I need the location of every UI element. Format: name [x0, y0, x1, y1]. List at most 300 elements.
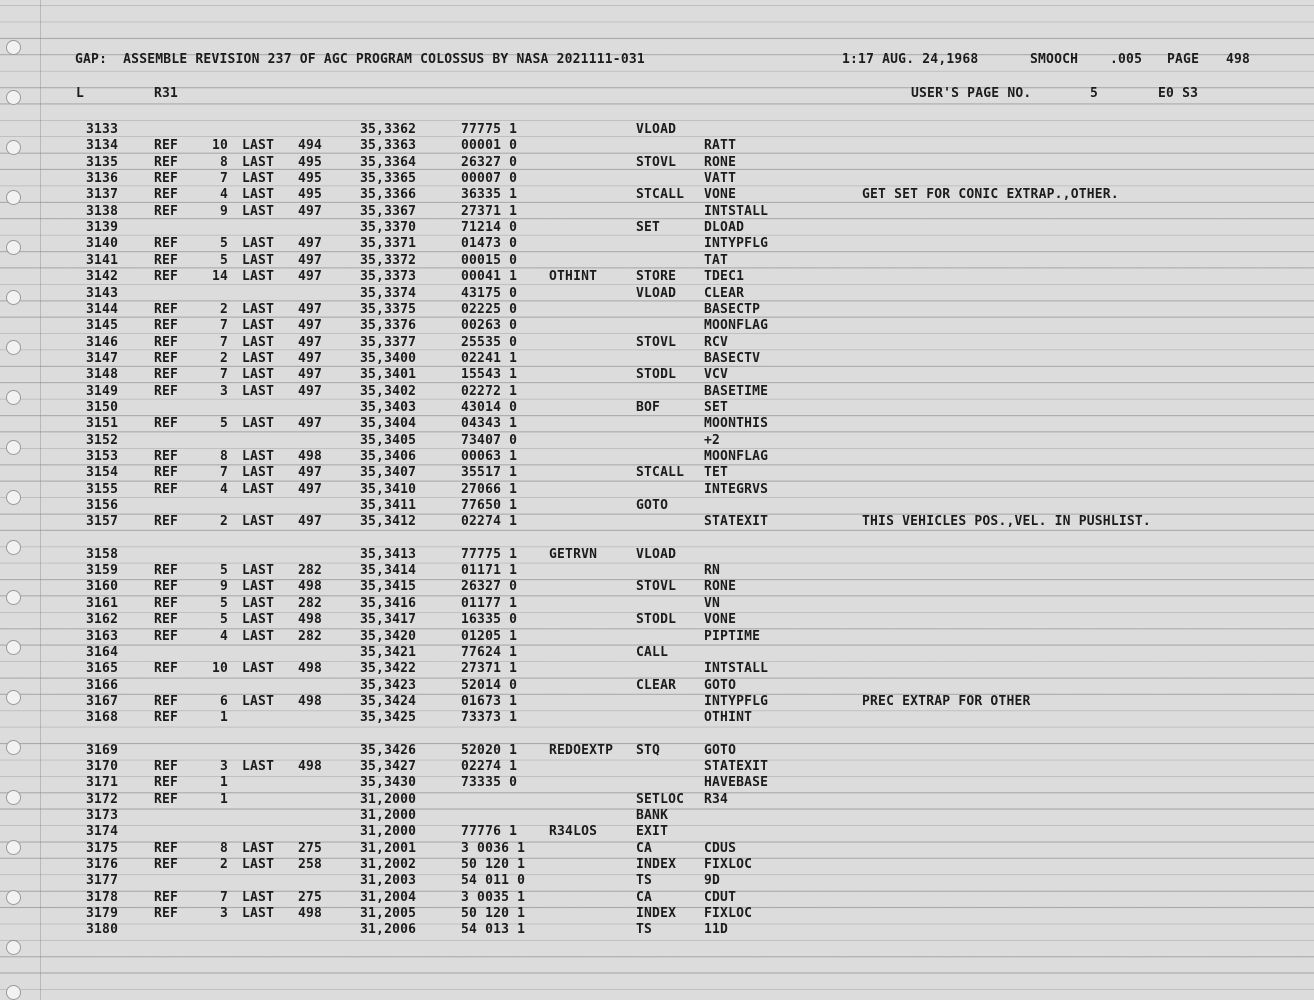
listing-row — [0, 824, 1314, 840]
octal-word: 36335 1 — [461, 187, 518, 203]
listing-row — [0, 253, 1314, 269]
comment: GET SET FOR CONIC EXTRAP.,OTHER. — [862, 187, 1119, 203]
operand: FIXLOC — [704, 857, 753, 873]
line-number: 3155 — [86, 481, 119, 497]
opcode: STQ — [636, 742, 661, 758]
operand: VONE — [704, 187, 737, 203]
last-page: 497 — [298, 236, 323, 252]
line-number: 3174 — [86, 824, 119, 840]
ref-marker: REF — [154, 301, 179, 317]
line-number: 3177 — [86, 873, 119, 889]
operand: VONE — [704, 612, 737, 628]
last-page: 497 — [298, 252, 323, 268]
operand: OTHINT — [704, 710, 753, 726]
ref-marker: REF — [154, 563, 179, 579]
listing-row — [0, 498, 1314, 514]
last-marker: LAST — [242, 383, 275, 399]
line-number: 3158 — [86, 546, 119, 562]
last-marker: LAST — [242, 889, 275, 905]
opcode: VLOAD — [636, 546, 677, 562]
ref-marker: REF — [154, 318, 179, 334]
line-number: 3178 — [86, 889, 119, 905]
opcode: GOTO — [636, 498, 669, 514]
line-number: 3173 — [86, 808, 119, 823]
last-page: 497 — [298, 383, 323, 399]
last-marker: LAST — [242, 857, 275, 873]
ref-marker: REF — [154, 449, 179, 464]
octal-word: 71214 0 — [461, 220, 518, 236]
line-number: 3163 — [86, 628, 119, 644]
operand: SET — [704, 399, 729, 415]
ref-count: 8 — [219, 449, 228, 464]
address: 35,3405 — [360, 432, 417, 448]
ref-marker: REF — [154, 416, 179, 432]
operand: BASETIME — [704, 383, 769, 399]
line-number: 3179 — [86, 906, 119, 922]
operand: TDEC1 — [704, 269, 745, 285]
operand: FIXLOC — [704, 906, 753, 922]
address: 35,3416 — [360, 595, 417, 611]
octal-word: 54 013 1 — [461, 922, 526, 938]
last-page: 497 — [298, 350, 323, 366]
listing-row — [0, 857, 1314, 873]
operand: RONE — [704, 579, 737, 595]
address: 35,3400 — [360, 350, 417, 366]
ref-count: 5 — [219, 612, 228, 628]
listing-row — [0, 155, 1314, 171]
opcode: STCALL — [636, 187, 685, 203]
operand: VATT — [704, 171, 737, 187]
listing-row — [0, 792, 1314, 808]
ref-marker: REF — [154, 350, 179, 366]
octal-word: 00007 0 — [461, 171, 518, 187]
ref-count: 1 — [219, 710, 228, 726]
ref-count: 10 — [211, 138, 228, 154]
address: 35,3367 — [360, 203, 417, 219]
listing-row — [0, 384, 1314, 400]
line-number: 3150 — [86, 399, 119, 415]
address: 35,3370 — [360, 220, 417, 236]
last-page: 494 — [298, 138, 323, 154]
last-page: 497 — [298, 334, 323, 350]
ref-marker: REF — [154, 661, 179, 677]
opcode: VLOAD — [636, 285, 677, 301]
operand: MOONFLAG — [704, 318, 769, 334]
ref-marker: REF — [154, 187, 179, 203]
last-page: 498 — [298, 612, 323, 628]
line-number: 3161 — [86, 595, 119, 611]
ref-marker: REF — [154, 628, 179, 644]
ref-marker: REF — [154, 791, 179, 807]
listing-row — [0, 579, 1314, 595]
operand: INTYPFLG — [704, 693, 769, 709]
ref-marker: REF — [154, 269, 179, 285]
line-number: 3134 — [86, 138, 119, 154]
listing-row — [0, 694, 1314, 710]
ref-count: 4 — [219, 481, 228, 497]
operand: RCV — [704, 334, 729, 350]
address: 31,2000 — [360, 824, 417, 840]
ref-count: 5 — [219, 236, 228, 252]
opcode: STOVL — [636, 334, 677, 350]
listing-row — [0, 547, 1314, 563]
octal-word: 73373 1 — [461, 710, 518, 726]
page-number: 498 — [1226, 52, 1251, 67]
last-marker: LAST — [242, 906, 275, 922]
users-page-label: USER'S PAGE NO. — [911, 86, 1032, 101]
line-number: 3168 — [86, 710, 119, 726]
line-number: 3137 — [86, 187, 119, 203]
octal-word: 00041 1 — [461, 269, 518, 285]
ref-count: 5 — [219, 563, 228, 579]
listing-row — [0, 318, 1314, 334]
listing-row — [0, 612, 1314, 628]
address: 31,2004 — [360, 889, 417, 905]
ref-marker: REF — [154, 334, 179, 350]
last-marker: LAST — [242, 465, 275, 481]
last-marker: LAST — [242, 334, 275, 350]
address: 35,3421 — [360, 644, 417, 660]
ref-marker: REF — [154, 595, 179, 611]
line-number: 3176 — [86, 857, 119, 873]
last-marker: LAST — [242, 367, 275, 383]
ref-marker: REF — [154, 203, 179, 219]
opcode: SETLOC — [636, 791, 685, 807]
listing-title: GAP: ASSEMBLE REVISION 237 OF AGC PROGRAM COLOSSUS BY NASA 2021111-031 — [75, 52, 645, 67]
listing-row — [0, 808, 1314, 824]
last-marker: LAST — [242, 563, 275, 579]
listing-row — [0, 433, 1314, 449]
line-number: 3156 — [86, 498, 119, 514]
ref-count: 4 — [219, 187, 228, 203]
octal-word: 00001 0 — [461, 138, 518, 154]
last-marker: LAST — [242, 481, 275, 497]
opcode: STODL — [636, 612, 677, 628]
listing-row — [0, 465, 1314, 481]
listing-row — [0, 922, 1314, 938]
ref-count: 3 — [219, 383, 228, 399]
user-name: SMOOCH — [1030, 52, 1079, 67]
operand: MOONFLAG — [704, 449, 769, 464]
octal-word: 27066 1 — [461, 481, 518, 497]
line-number: 3135 — [86, 154, 119, 170]
listing-row — [0, 269, 1314, 285]
listing-row — [0, 743, 1314, 759]
address: 31,2003 — [360, 873, 417, 889]
line-number: 3141 — [86, 252, 119, 268]
line-number: 3138 — [86, 203, 119, 219]
operand: STATEXIT — [704, 758, 769, 774]
last-marker: LAST — [242, 514, 275, 530]
address: 35,3427 — [360, 758, 417, 774]
address: 35,3426 — [360, 742, 417, 758]
line-number: 3180 — [86, 922, 119, 938]
ref-count: 4 — [219, 628, 228, 644]
listing-row — [0, 138, 1314, 154]
operand: +2 — [704, 432, 721, 448]
ref-marker: REF — [154, 236, 179, 252]
operand: CLEAR — [704, 285, 745, 301]
ref-count: 3 — [219, 758, 228, 774]
last-page: 498 — [298, 906, 323, 922]
listing-row — [0, 775, 1314, 791]
octal-word: 77776 1 — [461, 824, 518, 840]
octal-word: 01673 1 — [461, 693, 518, 709]
tractor-hole — [6, 985, 21, 1000]
listing-row — [0, 645, 1314, 661]
last-page: 282 — [298, 628, 323, 644]
address: 35,3364 — [360, 154, 417, 170]
ref-count: 7 — [219, 171, 228, 187]
address: 35,3403 — [360, 399, 417, 415]
address: 35,3365 — [360, 171, 417, 187]
address: 35,3411 — [360, 498, 417, 514]
address: 35,3374 — [360, 285, 417, 301]
ref-marker: REF — [154, 138, 179, 154]
line-number: 3143 — [86, 285, 119, 301]
octal-word: 73335 0 — [461, 775, 518, 791]
opcode: CA — [636, 889, 653, 905]
ref-count: 1 — [219, 791, 228, 807]
ref-count: 9 — [219, 203, 228, 219]
line-number: 3146 — [86, 334, 119, 350]
address: 35,3430 — [360, 775, 417, 791]
last-page: 498 — [298, 661, 323, 677]
operand: VCV — [704, 367, 729, 383]
octal-word: 3 0035 1 — [461, 889, 526, 905]
line-number: 3167 — [86, 693, 119, 709]
users-page-number: 5 — [1090, 86, 1099, 101]
ref-marker: REF — [154, 154, 179, 170]
last-page: 498 — [298, 449, 323, 464]
sub-header-left: L — [76, 86, 85, 101]
listing-row — [0, 906, 1314, 922]
tractor-hole — [6, 40, 21, 55]
listing-row — [0, 514, 1314, 530]
octal-word: 26327 0 — [461, 154, 518, 170]
operand: INTSTALL — [704, 661, 769, 677]
octal-word: 26327 0 — [461, 579, 518, 595]
listing-row — [0, 841, 1314, 857]
opcode: CLEAR — [636, 677, 677, 693]
address: 35,3372 — [360, 252, 417, 268]
last-marker: LAST — [242, 840, 275, 856]
tractor-hole — [6, 940, 21, 955]
last-marker: LAST — [242, 350, 275, 366]
last-marker: LAST — [242, 203, 275, 219]
address: 35,3420 — [360, 628, 417, 644]
ref-count: 7 — [219, 465, 228, 481]
line-number: 3148 — [86, 367, 119, 383]
operand: TAT — [704, 252, 729, 268]
last-marker: LAST — [242, 416, 275, 432]
last-marker: LAST — [242, 252, 275, 268]
last-marker: LAST — [242, 758, 275, 774]
line-number: 3160 — [86, 579, 119, 595]
ref-marker: REF — [154, 481, 179, 497]
listing-row — [0, 661, 1314, 677]
eo-code: E0 S3 — [1158, 86, 1199, 101]
address: 31,2005 — [360, 906, 417, 922]
last-marker: LAST — [242, 138, 275, 154]
last-marker: LAST — [242, 579, 275, 595]
octal-word: 35517 1 — [461, 465, 518, 481]
last-marker: LAST — [242, 187, 275, 203]
line-number: 3145 — [86, 318, 119, 334]
last-page: 258 — [298, 857, 323, 873]
octal-word: 04343 1 — [461, 416, 518, 432]
last-marker: LAST — [242, 236, 275, 252]
last-marker: LAST — [242, 595, 275, 611]
ref-marker: REF — [154, 758, 179, 774]
line-number: 3136 — [86, 171, 119, 187]
address: 31,2002 — [360, 857, 417, 873]
ref-count: 5 — [219, 416, 228, 432]
ref-marker: REF — [154, 857, 179, 873]
ref-marker: REF — [154, 579, 179, 595]
address: 35,3363 — [360, 138, 417, 154]
ref-count: 2 — [219, 301, 228, 317]
operand: INTEGRVS — [704, 481, 769, 497]
last-marker: LAST — [242, 269, 275, 285]
last-page: 497 — [298, 367, 323, 383]
octal-word: 50 120 1 — [461, 906, 526, 922]
label: GETRVN — [549, 546, 598, 562]
last-marker: LAST — [242, 693, 275, 709]
listing-row — [0, 710, 1314, 726]
operand: TET — [704, 465, 729, 481]
address: 35,3371 — [360, 236, 417, 252]
ref-count: 5 — [219, 595, 228, 611]
address: 35,3366 — [360, 187, 417, 203]
listing-row — [0, 236, 1314, 252]
line-number: 3152 — [86, 432, 119, 448]
line-number: 3154 — [86, 465, 119, 481]
last-marker: LAST — [242, 612, 275, 628]
address: 35,3423 — [360, 677, 417, 693]
operand: BASECTP — [704, 301, 761, 317]
line-number: 3147 — [86, 350, 119, 366]
last-marker: LAST — [242, 171, 275, 187]
octal-word: 02272 1 — [461, 383, 518, 399]
ref-count: 7 — [219, 318, 228, 334]
opcode: TS — [636, 873, 653, 889]
ref-marker: REF — [154, 693, 179, 709]
listing-row — [0, 204, 1314, 220]
octal-word: 27371 1 — [461, 203, 518, 219]
operand: HAVEBASE — [704, 775, 769, 791]
line-number: 3164 — [86, 644, 119, 660]
address: 35,3376 — [360, 318, 417, 334]
listing-row — [0, 367, 1314, 383]
last-page: 497 — [298, 318, 323, 334]
operand: MOONTHIS — [704, 416, 769, 432]
listing-row — [0, 873, 1314, 889]
address: 35,3401 — [360, 367, 417, 383]
line-number: 3133 — [86, 122, 119, 137]
opcode: SET — [636, 220, 661, 236]
ref-marker: REF — [154, 889, 179, 905]
address: 35,3373 — [360, 269, 417, 285]
operand: R34 — [704, 791, 729, 807]
listing-row — [0, 629, 1314, 645]
octal-word: 50 120 1 — [461, 857, 526, 873]
tractor-hole — [6, 90, 21, 105]
octal-word: 00263 0 — [461, 318, 518, 334]
octal-word: 3 0036 1 — [461, 840, 526, 856]
operand: VN — [704, 595, 721, 611]
line-number: 3157 — [86, 514, 119, 530]
address: 35,3362 — [360, 122, 417, 137]
octal-word: 77775 1 — [461, 546, 518, 562]
address: 31,2000 — [360, 808, 417, 823]
listing-row — [0, 220, 1314, 236]
ref-marker: REF — [154, 612, 179, 628]
listing-row — [0, 416, 1314, 432]
page-label: PAGE — [1167, 52, 1200, 67]
run-code: .005 — [1110, 52, 1143, 67]
ref-count: 2 — [219, 514, 228, 530]
last-marker: LAST — [242, 318, 275, 334]
line-number: 3139 — [86, 220, 119, 236]
ref-count: 2 — [219, 857, 228, 873]
address: 35,3425 — [360, 710, 417, 726]
ref-marker: REF — [154, 171, 179, 187]
ref-marker: REF — [154, 840, 179, 856]
line-number: 3171 — [86, 775, 119, 791]
ref-count: 9 — [219, 579, 228, 595]
operand: GOTO — [704, 677, 737, 693]
listing-row — [0, 122, 1314, 138]
line-number: 3151 — [86, 416, 119, 432]
ref-marker: REF — [154, 383, 179, 399]
last-page: 497 — [298, 301, 323, 317]
opcode: CA — [636, 840, 653, 856]
listing-row — [0, 759, 1314, 775]
ref-marker: REF — [154, 514, 179, 530]
octal-word: 25535 0 — [461, 334, 518, 350]
last-page: 275 — [298, 840, 323, 856]
octal-word: 02241 1 — [461, 350, 518, 366]
listing-row — [0, 171, 1314, 187]
line-number: 3144 — [86, 301, 119, 317]
line-number: 3170 — [86, 758, 119, 774]
ref-marker: REF — [154, 906, 179, 922]
opcode: INDEX — [636, 906, 677, 922]
octal-word: 15543 1 — [461, 367, 518, 383]
operand: RATT — [704, 138, 737, 154]
last-page: 498 — [298, 758, 323, 774]
opcode: STCALL — [636, 465, 685, 481]
line-number: 3172 — [86, 791, 119, 807]
address: 31,2006 — [360, 922, 417, 938]
opcode: STOVL — [636, 579, 677, 595]
label: OTHINT — [549, 269, 598, 285]
octal-word: 27371 1 — [461, 661, 518, 677]
section-name: R31 — [154, 86, 179, 101]
address: 31,2000 — [360, 791, 417, 807]
listing-row — [0, 302, 1314, 318]
address: 35,3402 — [360, 383, 417, 399]
listing-row — [0, 890, 1314, 906]
ref-count: 5 — [219, 252, 228, 268]
last-marker: LAST — [242, 154, 275, 170]
last-page: 497 — [298, 514, 323, 530]
operand: 9D — [704, 873, 721, 889]
opcode: INDEX — [636, 857, 677, 873]
octal-word: 43175 0 — [461, 285, 518, 301]
address: 35,3414 — [360, 563, 417, 579]
